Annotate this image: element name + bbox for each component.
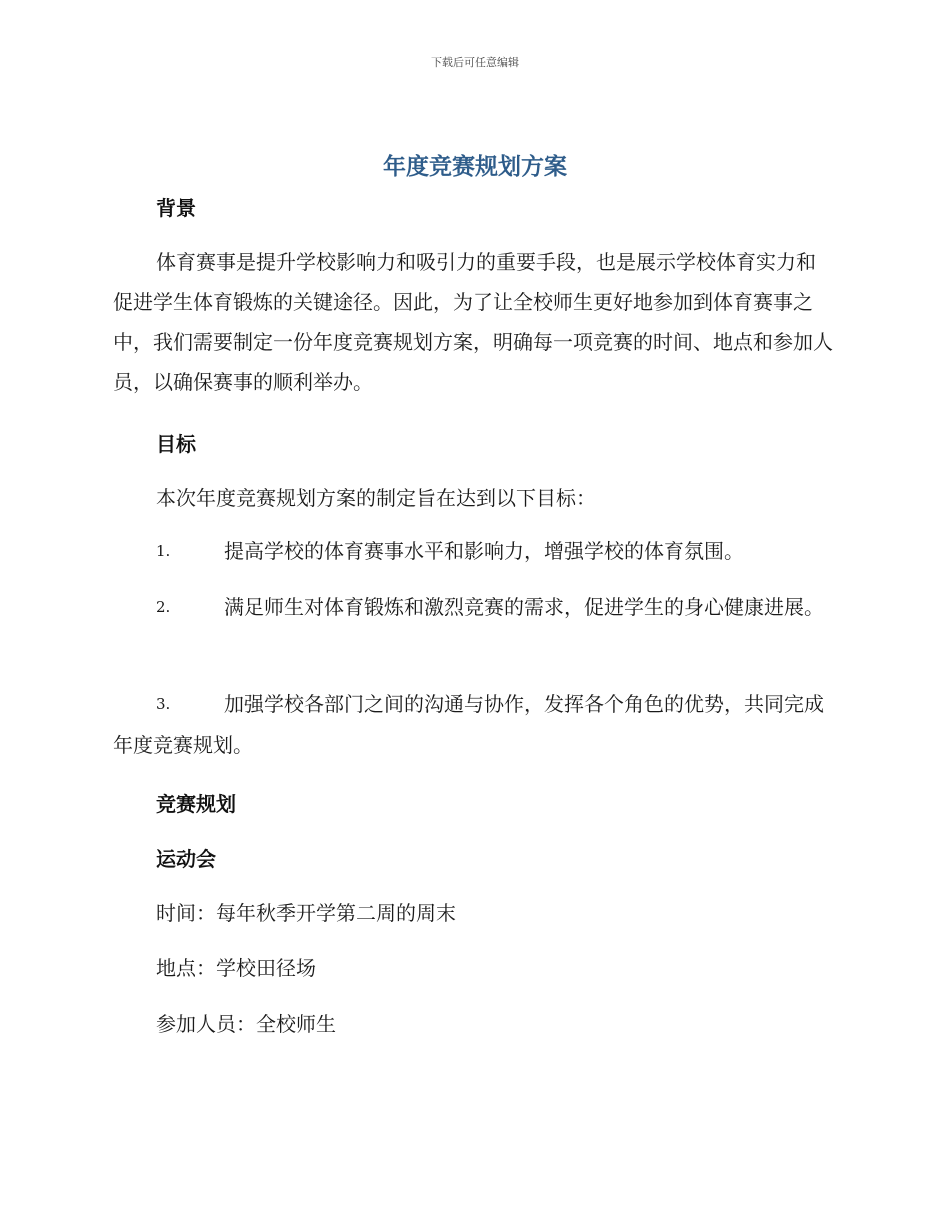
header-note: 下载后可任意编辑: [431, 56, 519, 69]
heading-background: 背景: [156, 196, 196, 220]
goals-intro: 本次年度竞赛规划方案的制定旨在达到以下目标：: [156, 486, 596, 510]
heading-goals: 目标: [156, 432, 196, 456]
goal-3-number: 3.: [156, 695, 171, 713]
heading-plan: 竞赛规划: [156, 792, 236, 816]
event-participants: 参加人员：全校师生: [156, 1012, 336, 1036]
goal-2-text: 满足师生对体育锻炼和激烈竞赛的需求，促进学生的身心健康进展。: [224, 595, 824, 619]
goal-1-number: 1.: [156, 542, 171, 560]
document-title: 年度竞赛规划方案: [383, 154, 567, 180]
event-time: 时间：每年秋季开学第二周的周末: [156, 901, 456, 925]
goal-1-text: 提高学校的体育赛事水平和影响力，增强学校的体育氛围。: [224, 539, 744, 563]
goal-2-number: 2.: [156, 598, 171, 616]
background-paragraph: 体育赛事是提升学校影响力和吸引力的重要手段，也是展示学校体育实力和促进学生体育锻炼的关键途径。因此，为了让全校师生更好地参加到体育赛事之中，我们需要制定一份年度竞赛规划方案，明确每一项竞赛的时间、地点和参加人员，以确保赛事的顺利举办。: [113, 250, 833, 394]
goal-3-text: 加强学校各部门之间的沟通与协作，发挥各个角色的优势，共同完成年度竞赛规划。: [113, 692, 824, 757]
event-place: 地点：学校田径场: [156, 956, 316, 980]
event-name: 运动会: [156, 847, 216, 871]
